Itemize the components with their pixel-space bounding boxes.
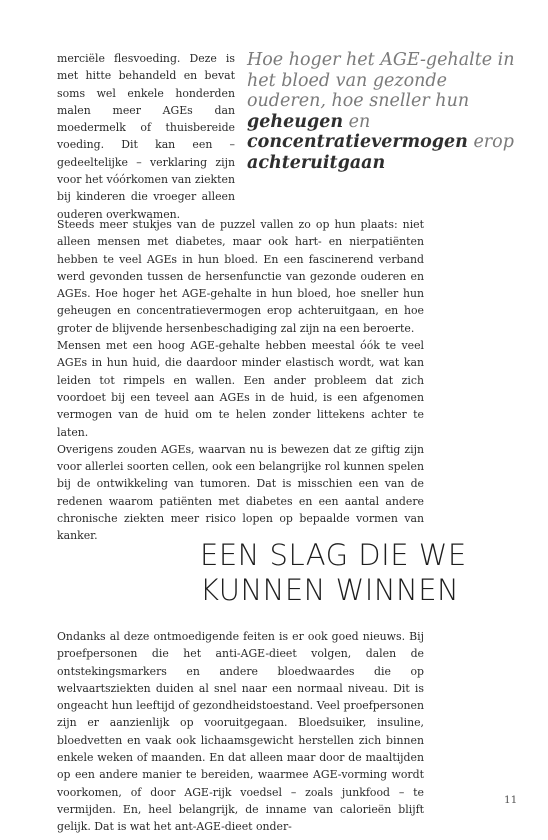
body-text: [57, 216, 424, 545]
paragraph: Mensen met een hoog AGE-gehalte hebben meestal óók te veel AGEs in hun huid, die daardoor minder elastisch wordt, wat kan leiden tot rimpels en wallen. Een ander probleem dat zich voordoet bij een teveel aan AGEs in de huid, is een afgenomen vermogen van de huid om te helen zonder littekens achter te laten.: [57, 339, 424, 439]
pull-quote: [247, 50, 517, 173]
pull-quote-emphasis: geheugen: [247, 111, 344, 132]
paragraph: Ondanks al deze ontmoedigende feiten is er ook goed nieuws. Bij proefpersonen die het anti-AGE-dieet volgen, dalen de ontstekingsmarkers en andere bloedwaardes die op welvaartsziekten duiden al snel naar een normaal niveau. Dit is ongeacht hun leeftijd of gezondheidstoestand. Veel proefpersonen zijn er aanzienlijk op vooruitgegaan. Bloedsuiker, insuline, bloedvetten en vaak ook lichaamsgewicht herstellen zich binnen enkele weken of maanden. En dat alleen maar door de maaltijden op een andere manier te bereiden, waarmee AGE-vorming wordt voorkomen, of door AGE-rijk voedsel – zoals junkfood – te vermijden. En, heel belangrijk, de inname van calorieën blijft gelijk. Dat is wat het ant-AGE-dieet onder-: [57, 630, 424, 834]
pull-quote-emphasis: achteruitgaan: [247, 152, 386, 173]
section-body: [57, 628, 424, 836]
pull-quote-emphasis: concentratievermogen: [247, 132, 468, 152]
paragraph: Overigens zouden AGEs, waarvan nu is bewezen dat ze giftig zijn voor allerlei soorten cellen, ook een belangrijke rol kunnen spelen bij de ontwikkeling van tumoren. Dat is misschien een van de redenen waarom patiënten met diabetes en een aantal andere chronische ziekten meer risico lopen op bepaalde vormen van kanker.: [57, 442, 424, 543]
left-column-text: merciële flesvoeding. Deze is met hitte behandeld en bevat soms wel enkele honderden malen meer AGEs dan moedermelk of thuisbereide voeding. Dit kan een – gedeeltelijke – verklaring zijn voor het vóórkomen van ziekten bij kinderen die vroeger alleen ouderen overkwamen.: [57, 52, 235, 221]
section-heading: EEN SLAG DIE WE KUNNEN WINNEN: [200, 538, 467, 607]
pull-quote-text: Hoe hoger het AGE-gehalte in het bloed van gezonde ouderen, hoe sneller hun: [247, 50, 515, 111]
pull-quote-text: erop: [467, 132, 514, 152]
page-number: 11: [504, 794, 518, 806]
pull-quote-text: en: [343, 111, 371, 132]
paragraph: Steeds meer stukjes van de puzzel vallen zo op hun plaats: niet alleen mensen met diabetes, maar ook hart- en nierpatiënten hebben te veel AGEs in hun bloed. En een fascinerend verband werd gevonden tussen de hersenfunctie van gezonde ouderen en AGEs. Hoe hoger het AGE-gehalte in hun bloed, hoe sneller hun geheugen en concentratievermogen erop achteruitgaan, en hoe groter de blijvende hersenbeschadiging zal zijn na een beroerte.: [57, 218, 424, 335]
